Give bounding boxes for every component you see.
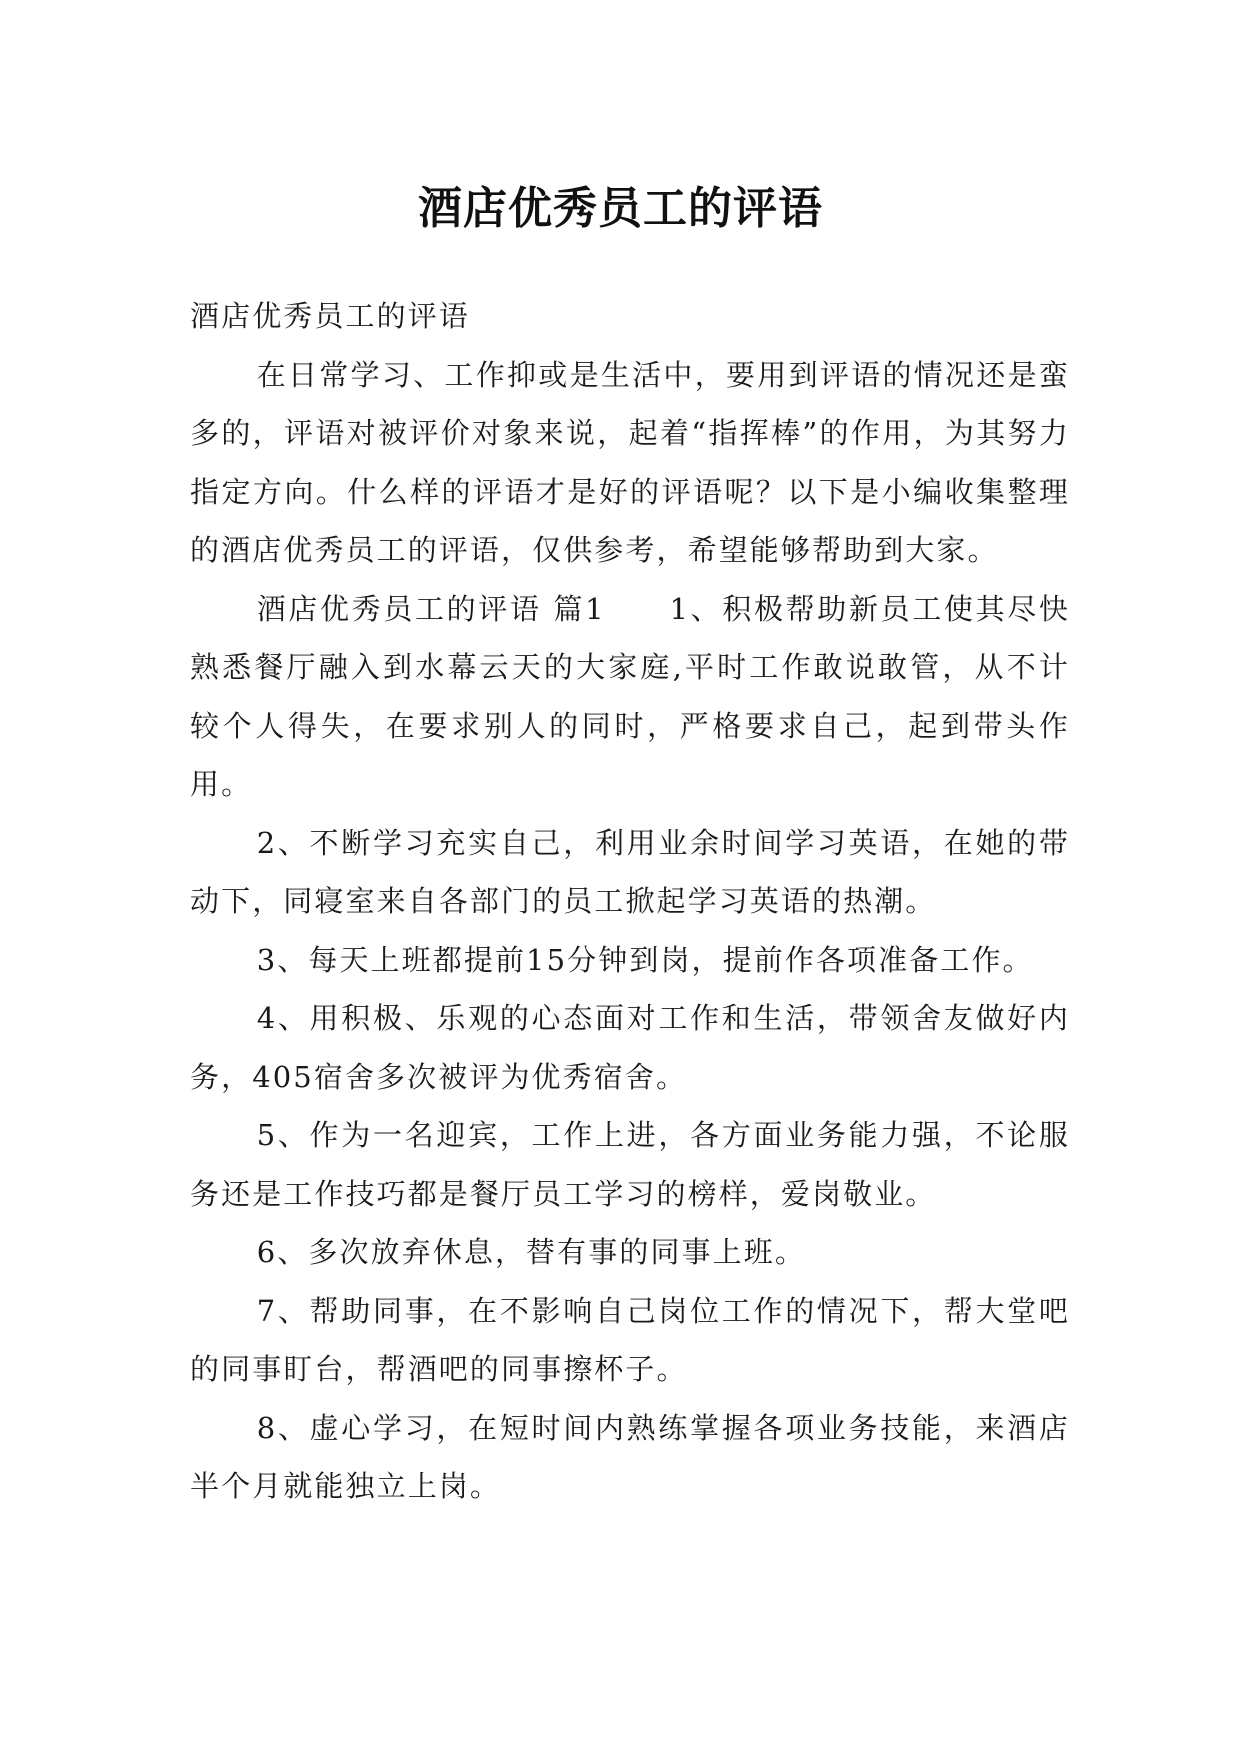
paragraph-item-2: 2、不断学习充实自己，利用业余时间学习英语，在她的带动下，同寝室来自各部门的员工掀起学习英语的热潮。 (190, 825, 1070, 918)
paragraph-item-3: 3、每天上班都提前15分钟到岗，提前作各项准备工作。 (256, 942, 1034, 977)
document-title: 酒店优秀员工的评语 (418, 183, 823, 235)
paragraph-item-1: 酒店优秀员工的评语 篇1 1、积极帮助新员工使其尽快熟悉餐厅融入到水幕云天的大家庭,平时工作敢说敢管，从不计较个人得失，在要求别人的同时，严格要求自己，起到带头作用。 (190, 591, 1070, 801)
document-subtitle: 酒店优秀员工的评语 (190, 299, 470, 333)
paragraph-item-7: 7、帮助同事，在不影响自己岗位工作的情况下，帮大堂吧的同事盯台，帮酒吧的同事擦杯子。 (190, 1293, 1070, 1386)
paragraph-item-5: 5、作为一名迎宾，工作上进，各方面业务能力强，不论服务还是工作技巧都是餐厅员工学习的榜样，爱岗敬业。 (190, 1118, 1070, 1211)
document-body (190, 287, 1070, 1516)
paragraph-item-4: 4、用积极、乐观的心态面对工作和生活，带领舍友做好内务，405宿舍多次被评为优秀宿舍。 (190, 1001, 1070, 1094)
paragraph-item-8: 8、虚心学习，在短时间内熟练掌握各项业务技能，来酒店半个月就能独立上岗。 (190, 1410, 1070, 1503)
paragraph-intro: 在日常学习、工作抑或是生活中，要用到评语的情况还是蛮多的，评语对被评价对象来说，起着“指挥棒”的作用，为其努力指定方向。什么样的评语才是好的评语呢？以下是小编收集整理的酒店优秀员工的评语，仅供参考，希望能够帮助到大家。 (190, 357, 1070, 567)
paragraph-item-6: 6、多次放弃休息，替有事的同事上班。 (256, 1235, 806, 1269)
